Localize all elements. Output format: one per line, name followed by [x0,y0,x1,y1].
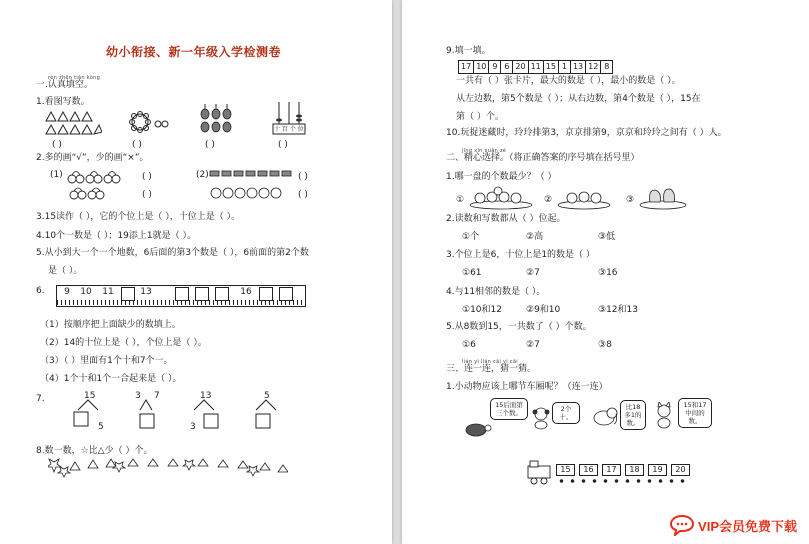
number-card: 8 [600,60,613,74]
section2-pinyin: jīng xīn xuǎn zé [462,148,507,154]
c4-option[interactable]: ②9和10 [526,305,561,315]
q1-prompt: 1.看图写数。 [36,97,90,107]
q1-answer[interactable]: ( ) [52,140,62,150]
chat-bubble-icon [670,514,694,536]
q2b-blank-2[interactable]: ( ) [298,190,308,200]
number-ruler [56,285,306,307]
c3-prompt: 3.个位上是6，十位上是1的数是（ ） [446,250,595,260]
fruit-plate-icon [468,186,534,210]
tree-top: 15 [84,391,96,401]
number-card: 13 [570,60,586,74]
number-card: 10 [473,60,489,74]
tree-left: 3 [190,422,196,432]
q5-prompt-line1: 5.从小到大一个一个地数，6后面的第3个数是（ ），6前面的第2个数 [36,248,309,258]
train-car[interactable]: 20 [671,464,690,476]
q6-sub1: （1）按顺序把上面缺少的数填上。 [40,320,181,330]
number-card: 1 [558,60,571,74]
l1-prompt: 1.小动物应该上哪节车厢呢？（连一连） [446,382,608,392]
ruler-number: 16 [240,287,252,297]
section1-heading: 一.认真填空。 [36,80,93,90]
pineapple-icon [199,102,233,134]
number-card-row [458,54,612,74]
ruler-blank[interactable] [175,287,189,301]
fruit-plate-icon [556,188,612,210]
number-card: 11 [528,60,544,74]
q2b-blank-1[interactable]: ( ) [298,172,308,182]
cherries-icon [66,167,128,203]
elephant-icon [592,404,618,428]
q1-answer[interactable]: ( ) [132,140,142,150]
ruler-blank[interactable] [279,287,293,301]
lightbulb-icon [208,167,298,205]
q9-prompt: 9.填一填。 [446,46,491,56]
vip-download-button[interactable] [666,512,803,538]
q9-line3: 第（ ）个。 [456,112,504,122]
page-title: 幼小衔接、新一年级入学检测卷 [106,45,282,59]
number-card: 20 [512,60,528,74]
train-car[interactable]: 15 [556,464,575,476]
section2-heading: 二、精心选择。（将正确答案的序号填在括号里） [446,153,640,163]
q9-line1: 一共有（ ）张卡片，最大的数是（ ），最小的数是（ ）。 [456,76,681,86]
number-card: 15 [543,60,559,74]
section1-pinyin: rèn zhēn tián kòng [48,75,101,81]
tree-right: 7 [154,391,160,401]
c1-option[interactable]: ③ [626,195,635,205]
c5-option[interactable]: ①6 [462,340,476,350]
q6-sub2: （2）14的十位上是（ ），个位上是（ ）。 [40,338,207,348]
fruit-plate-icon [638,184,688,210]
q10-prompt: 10.玩捉迷藏时，玲玲排第3，京京排第9，京京和玲玲之间有（ ）人。 [446,128,727,138]
q6-sub4: （4）1个十和1个一合起来是（ ）。 [40,374,182,384]
c4-option[interactable]: ③12和13 [598,305,638,315]
ruler-blank[interactable] [195,287,209,301]
ruler-blank[interactable] [215,287,229,301]
c3-option[interactable]: ②7 [526,268,540,278]
left-page [0,0,392,544]
section3-heading: 三、连一连，猜一猜。 [446,364,537,374]
train-wheels [556,478,690,484]
c2-option[interactable]: ③低 [598,232,616,242]
turtle-icon [462,418,492,438]
animal-clue-bubble: 比18多1的数。 [620,400,646,430]
vip-download-label: VIP会员免费下载 [698,518,797,534]
q4-prompt: 4.10个一数是（ ）；19添上1就是（ ）。 [36,231,196,241]
c5-option[interactable]: ③8 [598,340,612,350]
train-car[interactable]: 16 [579,464,598,476]
train-car[interactable]: 19 [648,464,667,476]
c5-prompt: 5.从8数到15，一共数了（ ）个数。 [446,322,592,332]
ruler-number: 13 [140,287,152,297]
q2-prompt: 2.多的画“√”，少的画“×”。 [36,153,149,163]
number-card: 17 [458,60,474,74]
c3-option[interactable]: ③16 [598,268,618,278]
c5-option[interactable]: ②7 [526,340,540,350]
ruler-number: 9 [64,287,70,297]
c2-option[interactable]: ②高 [526,232,544,242]
c3-option[interactable]: ①61 [462,268,482,278]
c2-option[interactable]: ①个 [462,232,480,242]
tree-left: 3 [135,391,141,401]
locomotive-icon [526,460,554,486]
q6-sub3: （3）（ ）里面有1个十和7个一。 [40,356,173,366]
c4-option[interactable]: ①10和12 [462,305,502,315]
cat-icon [652,402,676,430]
ruler-blank[interactable] [121,287,135,301]
c4-prompt: 4.与11相邻的数是（ ）。 [446,287,546,297]
ruler-number: 11 [102,287,114,297]
q1-answer[interactable]: ( ) [205,140,215,150]
q7-number: 7. [36,394,45,404]
number-card: 6 [500,60,513,74]
dog-icon [530,406,552,430]
bead-ring-icon [128,111,170,133]
number-card: 12 [585,60,601,74]
c1-prompt: 1.哪一盘的个数最少？（ ） [446,172,557,182]
animal-clue-bubble: 15和17中间的数。 [678,398,712,428]
triangles-icon [44,110,102,136]
animal-clue-bubble: 15后面第三个数。 [490,398,528,420]
q6-number: 6. [36,286,45,296]
number-card: 9 [488,60,501,74]
c2-prompt: 2.读数和写数都从（ ）位起。 [446,214,566,224]
q5-prompt-line2: 是（ ）。 [48,266,83,276]
q2a-label: (1) [50,170,63,180]
q3-prompt: 3.15读作（ ），它的个位上是（ ），十位上是（ ）。 [36,212,241,222]
q2a-blank-2[interactable]: ( ) [142,190,152,200]
tree-right: 5 [98,422,104,432]
ruler-blank[interactable] [259,287,273,301]
q2b-label: (2) [196,170,209,180]
tree-top: 13 [200,391,212,401]
q2a-blank-1[interactable]: ( ) [142,172,152,182]
tree-top: 5 [264,391,270,401]
q9-line2: 从左边数，第5个数是（ ）；从右边数，第4个数是（ ），15在 [456,94,701,104]
c1-option[interactable]: ① [456,195,465,205]
train-car[interactable]: 17 [602,464,621,476]
number-tree-lines [60,396,300,442]
animal-clue-bubble: 2个十。 [552,402,580,424]
abacus-label: 十 百 个 位 [274,126,304,133]
train [526,460,706,486]
q1-answer[interactable]: ( ) [278,140,288,150]
c1-option[interactable]: ② [544,195,553,205]
ruler-number: 10 [80,287,92,297]
right-page [402,0,809,544]
section3-pinyin: lián yì lián cāi yi cāi [462,359,518,365]
q8-prompt: 8.数一数，☆比△少（ ）个。 [36,446,153,456]
stars-triangles-icon [48,458,288,480]
train-car[interactable]: 18 [625,464,644,476]
